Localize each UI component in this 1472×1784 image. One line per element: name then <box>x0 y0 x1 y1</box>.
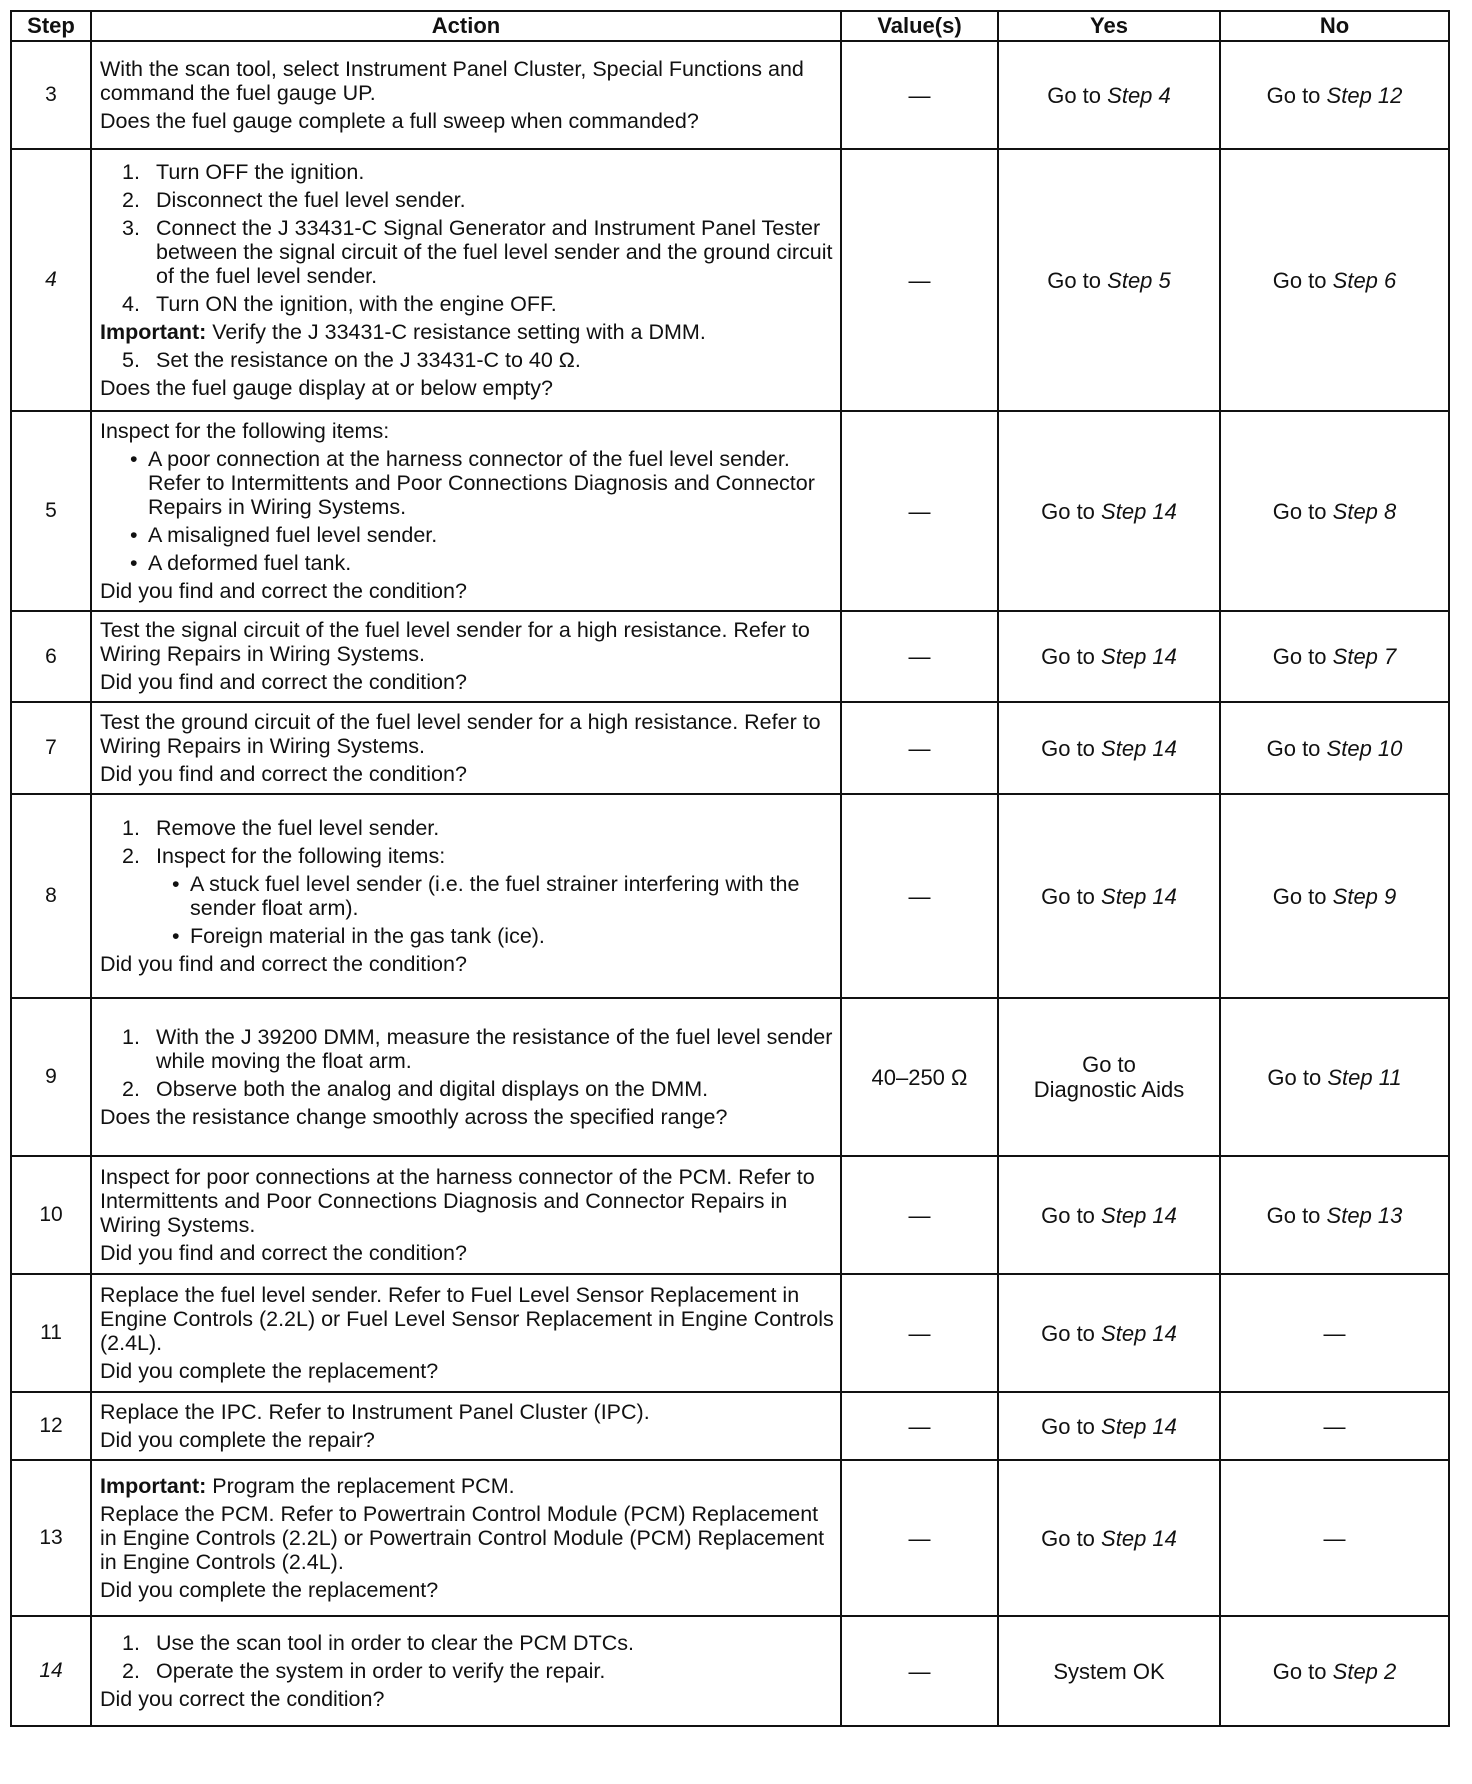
header-step: Step <box>11 11 91 41</box>
list-item: 1. Remove the fuel level sender. <box>122 815 440 840</box>
action-cell <box>91 794 841 998</box>
value-cell: — <box>841 1274 998 1392</box>
action-cell <box>91 1392 841 1460</box>
action-question: Does the fuel gauge display at or below empty? <box>100 375 553 400</box>
action-text: Test the ground circuit of the fuel level sender for a high resistance. Refer to Wiring Repairs in Wiring Systems. <box>100 709 821 758</box>
yes-cell <box>998 794 1220 998</box>
table-row <box>11 1392 1449 1460</box>
action-cell <box>91 149 841 411</box>
yes-prefix: Go to <box>1082 1052 1136 1077</box>
yes-step-link[interactable]: Step 14 <box>1101 644 1177 669</box>
yes-step-link[interactable]: Step 14 <box>1101 498 1177 524</box>
yes-prefix: Go to <box>1041 1525 1095 1551</box>
action-text: Replace the PCM. Refer to Powertrain Control Module (PCM) Replacement in Engine Controls (2.2L) or Powertrain Control Module (PCM) Replacement in Engine Controls (2.4L). <box>100 1501 825 1574</box>
step-number: 8 <box>11 794 91 998</box>
action-question: Did you complete the repair? <box>100 1427 375 1452</box>
no-prefix: Go to <box>1266 82 1321 108</box>
action-cell <box>91 611 841 702</box>
yes-prefix: Go to <box>1041 735 1095 761</box>
no-prefix: Go to <box>1266 1202 1321 1228</box>
step-number: 3 <box>11 41 91 149</box>
table-row <box>11 41 1449 149</box>
value-cell: — <box>841 1156 998 1274</box>
value-cell: — <box>841 411 998 611</box>
yes-link-diagnostic-aids[interactable]: Diagnostic Aids <box>1033 1077 1185 1102</box>
table-row <box>11 998 1449 1156</box>
list-item: 1. Turn OFF the ignition. <box>122 159 365 184</box>
bullet-item: • A deformed fuel tank. <box>100 551 834 575</box>
yes-prefix: Go to <box>1041 1202 1095 1228</box>
action-question: Does the fuel gauge complete a full sweep when commanded? <box>100 108 699 133</box>
no-step-link[interactable]: Step 13 <box>1326 1202 1403 1228</box>
value-cell: — <box>841 149 998 411</box>
no-step-link[interactable]: Step 8 <box>1332 498 1397 524</box>
yes-step-link[interactable]: Step 14 <box>1101 1525 1177 1551</box>
bullet-icon: • <box>130 446 138 471</box>
table-row <box>11 1156 1449 1274</box>
action-text: With the scan tool, select Instrument Panel Cluster, Special Functions and command the fuel gauge UP. <box>100 56 804 105</box>
list-item: 2. Disconnect the fuel level sender. <box>122 187 466 212</box>
yes-step-link[interactable]: Step 14 <box>1101 735 1177 761</box>
no-prefix: Go to <box>1267 1064 1322 1090</box>
header-values: Value(s) <box>841 11 998 41</box>
step-number: 11 <box>11 1274 91 1392</box>
action-text: Inspect for poor connections at the harness connector of the PCM. Refer to Intermittents and Poor Connections Diagnosis and Connector Repairs in Wiring Systems. <box>100 1164 815 1237</box>
action-question: Did you find and correct the condition? <box>100 1240 467 1265</box>
table-row <box>11 794 1449 998</box>
list-item: 2. Operate the system in order to verify the repair. <box>122 1658 606 1683</box>
no-prefix: Go to <box>1272 498 1327 524</box>
important-label: Important: <box>100 319 207 344</box>
no-cell <box>1220 411 1449 611</box>
no-cell <box>1220 149 1449 411</box>
value-cell: 40–250 Ω <box>841 998 998 1156</box>
no-cell <box>1220 1616 1449 1726</box>
action-question: Did you find and correct the condition? <box>100 951 467 976</box>
no-prefix: Go to <box>1272 267 1327 293</box>
table-row <box>11 702 1449 794</box>
no-cell <box>1220 1156 1449 1274</box>
important-label: Important: <box>100 1473 207 1498</box>
important-note <box>100 1474 834 1498</box>
important-note <box>100 320 834 344</box>
table-row <box>11 411 1449 611</box>
list-item: 2. Inspect for the following items: <box>122 843 446 868</box>
yes-step-link[interactable]: Step 4 <box>1107 82 1171 108</box>
action-cell <box>91 1156 841 1274</box>
list-item: 5. Set the resistance on the J 33431-C to 40 Ω. <box>122 347 581 372</box>
list-item: 2. Observe both the analog and digital displays on the DMM. <box>122 1076 709 1101</box>
action-question: Did you find and correct the condition? <box>100 578 467 603</box>
table-row <box>11 1616 1449 1726</box>
step-number: 7 <box>11 702 91 794</box>
yes-prefix: Go to <box>1041 1320 1095 1346</box>
header-action: Action <box>91 11 841 41</box>
bullet-item: • Foreign material in the gas tank (ice). <box>100 924 834 948</box>
yes-prefix: Go to <box>1041 498 1095 524</box>
value-cell: — <box>841 611 998 702</box>
no-cell <box>1220 41 1449 149</box>
table-row <box>11 611 1449 702</box>
no-cell: — <box>1220 1274 1449 1392</box>
no-prefix: Go to <box>1266 735 1321 761</box>
action-intro: Inspect for the following items: <box>100 418 390 443</box>
no-cell <box>1220 794 1449 998</box>
yes-cell <box>998 702 1220 794</box>
no-step-link[interactable]: Step 6 <box>1332 267 1397 293</box>
step-number: 14 <box>11 1616 91 1726</box>
yes-prefix: Go to <box>1041 644 1095 669</box>
bullet-item: • A misaligned fuel level sender. <box>100 523 834 547</box>
important-text: Verify the J 33431-C resistance setting with a DMM. <box>212 319 706 344</box>
step-number: 9 <box>11 998 91 1156</box>
step-number: 10 <box>11 1156 91 1274</box>
table-row <box>11 1274 1449 1392</box>
step-number: 4 <box>11 149 91 411</box>
no-cell <box>1220 611 1449 702</box>
yes-cell <box>998 611 1220 702</box>
no-step-link[interactable]: Step 9 <box>1332 883 1397 909</box>
action-cell <box>91 702 841 794</box>
yes-prefix: Go to <box>1041 1413 1095 1439</box>
action-question: Did you complete the replacement? <box>100 1358 439 1383</box>
table-row <box>11 1460 1449 1616</box>
no-prefix: Go to <box>1272 644 1327 669</box>
list-item: 1. Use the scan tool in order to clear the PCM DTCs. <box>122 1630 634 1655</box>
bullet-icon: • <box>130 522 138 547</box>
value-cell: — <box>841 41 998 149</box>
yes-cell <box>998 1392 1220 1460</box>
yes-step-link[interactable]: Step 14 <box>1101 1202 1177 1228</box>
step-number: 5 <box>11 411 91 611</box>
no-prefix: Go to <box>1272 883 1327 909</box>
yes-prefix: Go to <box>1047 82 1102 108</box>
yes-cell: System OK <box>998 1616 1220 1726</box>
no-step-link[interactable]: Step 7 <box>1332 644 1397 669</box>
action-question: Did you correct the condition? <box>100 1686 385 1711</box>
no-cell <box>1220 702 1449 794</box>
no-cell: — <box>1220 1392 1449 1460</box>
action-text: Test the signal circuit of the fuel level sender for a high resistance. Refer to Wiring Repairs in Wiring Systems. <box>100 618 810 666</box>
action-cell <box>91 1274 841 1392</box>
action-text: Replace the IPC. Refer to Instrument Panel Cluster (IPC). <box>100 1399 650 1424</box>
yes-cell <box>998 1156 1220 1274</box>
action-cell <box>91 411 841 611</box>
value-cell: — <box>841 1616 998 1726</box>
yes-step-link[interactable]: Step 14 <box>1101 883 1177 909</box>
action-cell <box>91 1616 841 1726</box>
no-prefix: Go to <box>1272 1658 1327 1684</box>
yes-step-link[interactable]: Step 14 <box>1101 1320 1177 1346</box>
yes-cell <box>998 998 1220 1156</box>
value-cell: — <box>841 1460 998 1616</box>
header-row <box>11 11 1449 41</box>
step-number: 6 <box>11 611 91 702</box>
yes-prefix: Go to <box>1041 883 1095 909</box>
action-cell <box>91 998 841 1156</box>
diagnostic-table <box>10 10 1450 1727</box>
yes-prefix: Go to <box>1047 267 1102 293</box>
list-item: 1. With the J 39200 DMM, measure the resistance of the fuel level sender while moving the float arm. <box>122 1024 833 1073</box>
bullet-icon: • <box>172 871 180 896</box>
no-step-link[interactable]: Step 10 <box>1326 735 1403 761</box>
yes-cell <box>998 149 1220 411</box>
bullet-icon: • <box>172 923 180 948</box>
action-question: Did you find and correct the condition? <box>100 761 467 786</box>
step-number: 13 <box>11 1460 91 1616</box>
value-cell: — <box>841 702 998 794</box>
list-item: 4. Turn ON the ignition, with the engine OFF. <box>122 291 557 316</box>
no-step-link[interactable]: Step 11 <box>1327 1064 1402 1090</box>
action-question: Does the resistance change smoothly across the specified range? <box>100 1104 728 1129</box>
no-cell: — <box>1220 1460 1449 1616</box>
value-cell: — <box>841 794 998 998</box>
no-step-link[interactable]: Step 2 <box>1332 1658 1397 1684</box>
bullet-item: • A poor connection at the harness connector of the fuel level sender. Refer to Intermittents and Poor Connections Diagnosis and Connector Repairs in Wiring Systems. <box>100 447 834 519</box>
no-step-link[interactable]: Step 12 <box>1326 82 1403 108</box>
step-number: 12 <box>11 1392 91 1460</box>
yes-cell <box>998 1460 1220 1616</box>
action-text: Replace the fuel level sender. Refer to Fuel Level Sensor Replacement in Engine Controls (2.2L) or Fuel Level Sensor Replacement in Engine Controls (2.4L). <box>100 1282 834 1355</box>
bullet-icon: • <box>130 550 138 575</box>
yes-cell <box>998 41 1220 149</box>
value-cell: — <box>841 1392 998 1460</box>
yes-cell <box>998 411 1220 611</box>
header-yes: Yes <box>998 11 1220 41</box>
important-text: Program the replacement PCM. <box>212 1473 515 1498</box>
header-no: No <box>1220 11 1449 41</box>
action-question: Did you find and correct the condition? <box>100 670 467 694</box>
yes-step-link[interactable]: Step 14 <box>1101 1413 1177 1439</box>
bullet-item: • A stuck fuel level sender (i.e. the fuel strainer interfering with the sender float arm). <box>100 872 834 920</box>
no-cell <box>1220 998 1449 1156</box>
action-cell <box>91 1460 841 1616</box>
action-question: Did you complete the replacement? <box>100 1577 439 1602</box>
yes-step-link[interactable]: Step 5 <box>1107 267 1171 293</box>
yes-cell <box>998 1274 1220 1392</box>
table-row <box>11 149 1449 411</box>
action-cell <box>91 41 841 149</box>
list-item: 3. Connect the J 33431-C Signal Generator and Instrument Panel Tester between the signal circuit of the fuel level sender and the ground circuit of the fuel level sender. <box>122 215 833 288</box>
